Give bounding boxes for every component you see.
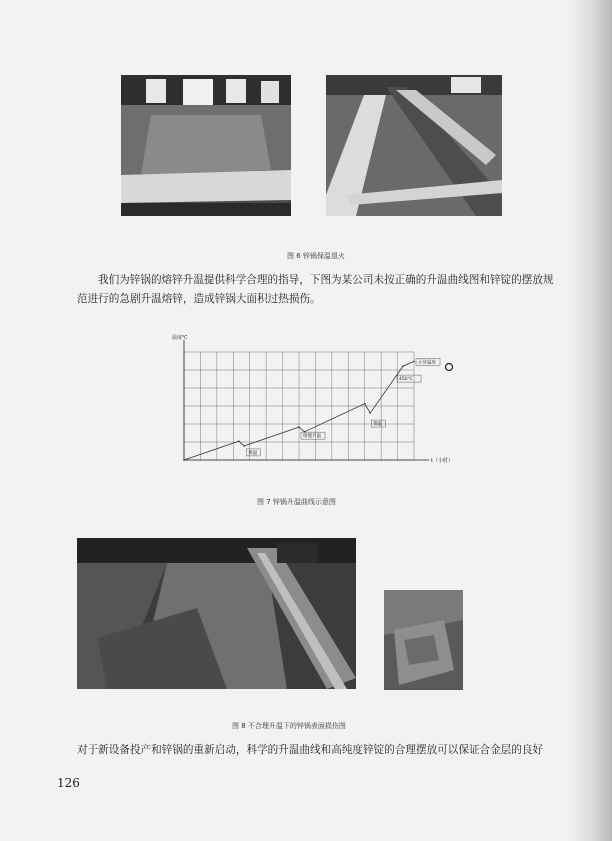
- fig6-caption: 图 6 锌锅保温退火: [287, 252, 345, 260]
- data-point: [364, 403, 366, 405]
- data-point: [369, 412, 371, 414]
- data-point: [402, 365, 404, 367]
- annotation-label: 正常温度: [418, 360, 436, 366]
- paragraph-2: 对于新设备投产和锌锅的重新启动，科学的升温曲线和高纯度锌锭的合理摆放可以保证合金层的良好: [77, 744, 544, 756]
- annotation-label: 保温: [373, 422, 383, 428]
- fig7-caption: 图 7 锌锅升温曲线示意图: [257, 498, 336, 506]
- data-point: [298, 426, 300, 428]
- annotation-label: 450℃: [399, 377, 413, 383]
- fig8-caption: 图 8 不合理升温下的锌锅表面损伤图: [232, 722, 346, 730]
- page-number: 126: [57, 776, 80, 790]
- data-point: [238, 440, 240, 442]
- decorative-circle-icon: [446, 364, 453, 371]
- page-binding-shadow: [566, 0, 612, 841]
- data-point: [304, 431, 306, 433]
- data-point: [413, 361, 415, 363]
- y-axis-label: 温度℃: [172, 335, 188, 341]
- fig7-chart: [162, 332, 467, 482]
- annotation-label: 保温: [248, 450, 258, 456]
- fig6-photo-right: [326, 75, 502, 216]
- paragraph-1: 我们为锌锅的熔锌升温提供科学合理的指导，下图为某公司未按正确的升温曲线图和锌锭的摆放规范进行的急剧升温熔锌，造成锌锅大面积过热损伤。: [77, 274, 554, 305]
- annotation-label: 缓慢升温: [303, 434, 321, 440]
- x-axis-label: t（小时）: [431, 458, 453, 464]
- fig8-photo-right: [384, 590, 463, 690]
- data-point: [183, 459, 185, 461]
- data-point: [243, 445, 245, 447]
- fig6-photo-left: [121, 75, 291, 216]
- fig8-photo-left: [77, 538, 356, 689]
